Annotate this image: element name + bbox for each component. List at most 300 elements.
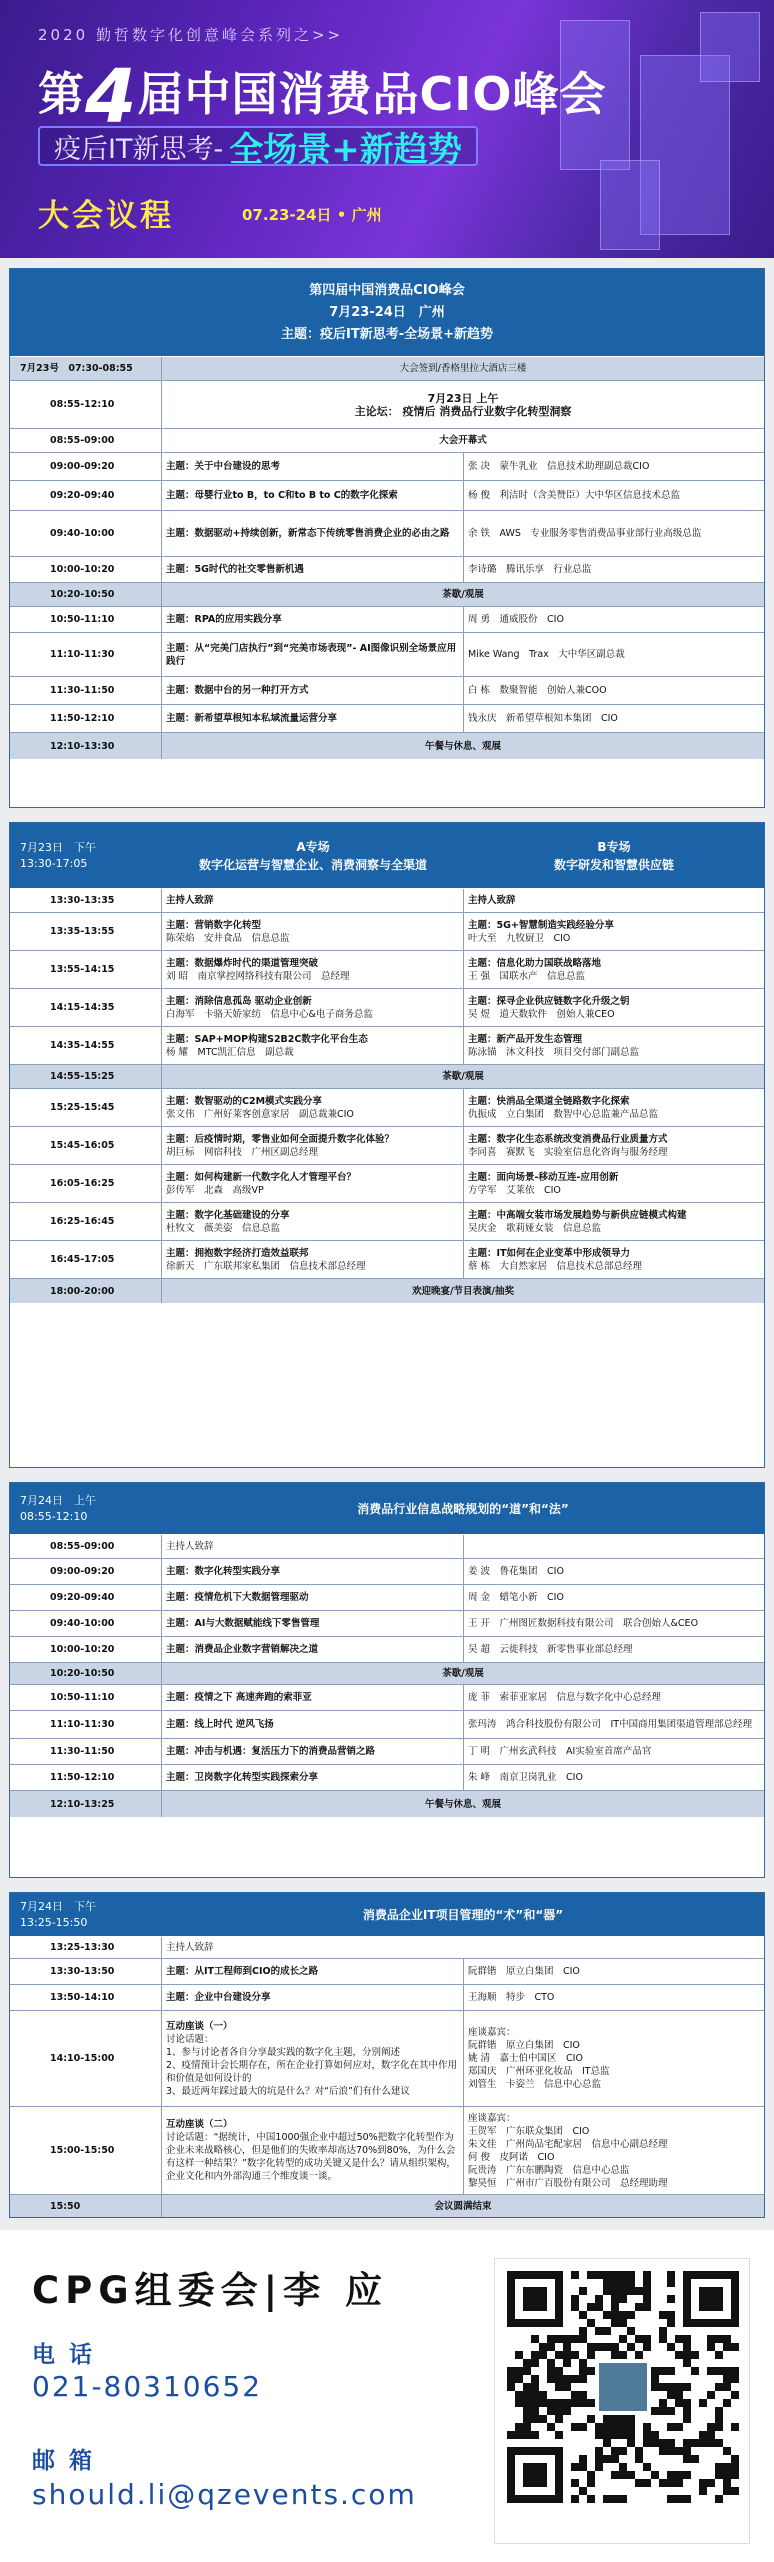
qr-module: [547, 2335, 555, 2343]
qr-module: [595, 2327, 603, 2335]
agenda-row: [10, 1791, 764, 1817]
qr-module: [547, 2367, 555, 2375]
guest-line: 姚 清 嘉士伯中国区 CIO: [468, 2053, 583, 2064]
agenda-row: [10, 1765, 764, 1791]
qr-module: [619, 2447, 627, 2455]
qr-module: [579, 2375, 587, 2383]
track-b-speaker: 方学军 艾莱依 CIO: [468, 1184, 561, 1196]
phone-label: 电 话: [32, 2342, 96, 2368]
qr-module: [611, 2295, 619, 2303]
qr-module: [707, 2439, 715, 2447]
row-content: 午餐与休息、观展: [424, 740, 501, 752]
qr-module: [699, 2487, 707, 2495]
qr-module: [587, 2319, 595, 2327]
qr-module: [603, 2415, 611, 2423]
agenda-row: [10, 357, 764, 381]
row-time: 10:00-10:20: [10, 1637, 162, 1662]
agenda-row: [10, 2011, 764, 2107]
qr-module: [611, 2471, 619, 2479]
qr-module: [579, 2455, 587, 2463]
row-topic: 主题：企业中台建设分享: [162, 1985, 464, 2010]
agenda-row: [10, 913, 764, 951]
qr-module: [651, 2407, 659, 2415]
qr-module: [723, 2447, 731, 2455]
qr-module: [635, 2351, 643, 2359]
qr-module: [715, 2335, 723, 2343]
qr-module: [515, 2351, 523, 2359]
qr-module: [579, 2367, 587, 2375]
qr-module: [531, 2431, 539, 2439]
track-b-speaker: 吴庆金 歌莉娅女装 信息总监: [468, 1222, 602, 1234]
qr-module: [731, 2423, 739, 2431]
qr-module: [595, 2343, 603, 2351]
qr-module: [643, 2279, 651, 2287]
qr-module: [707, 2343, 715, 2351]
qr-module: [675, 2391, 683, 2399]
row-topic: 主题：数字化转型实践分享: [162, 1559, 464, 1584]
agenda-row: [10, 1739, 764, 1765]
qr-module: [531, 2375, 539, 2383]
qr-module: [515, 2391, 523, 2399]
agenda-row: [10, 429, 764, 453]
qr-module: [555, 2375, 563, 2383]
row-speaker: 王海顺 特步 CTO: [468, 1992, 555, 2003]
guest-line: 阮贵涛 广东东鹏陶瓷 信息中心总监: [468, 2164, 630, 2176]
row-topic: 主题：新希望草根知本私域流量运营分享: [162, 705, 464, 732]
row-content: 午餐与休息、观展: [424, 1798, 501, 1810]
row-speaker: 周 金 蜡笔小新 CIO: [468, 1592, 564, 1603]
agenda-row: [10, 677, 764, 705]
agenda-row: [10, 1959, 764, 1985]
qr-module: [595, 2295, 603, 2303]
row-speaker: 李诗璐 腾讯乐享 行业总监: [468, 564, 592, 575]
qr-module: [643, 2287, 651, 2295]
qr-module: [571, 2295, 579, 2303]
qr-module: [563, 2335, 571, 2343]
qr-module: [667, 2311, 675, 2319]
qr-module: [611, 2271, 619, 2279]
agenda-row: [10, 1279, 764, 1303]
track-b-cell: [464, 1203, 764, 1240]
track-a-cell: [162, 1089, 464, 1126]
qr-module: [627, 2271, 635, 2279]
qr-module: [651, 2439, 659, 2447]
qr-module: [611, 2455, 619, 2463]
row-topic: 主题：母婴行业to B，to C和to B to C的数字化探索: [162, 481, 464, 510]
qr-module: [555, 2399, 563, 2407]
row-speaker: 钱永庆 新希望草根知本集团 CIO: [468, 713, 618, 724]
row-speaker: 王 开 广州图匠数据科技有限公司 联合创始人&CEO: [468, 1618, 699, 1629]
track-b-topic: 主题：中高端女装市场发展趋势与新供应链模式构建: [468, 1209, 687, 1221]
track-a-speaker: 陈荣焰 安井食品 信息总监: [166, 932, 290, 944]
qr-module: [587, 2271, 595, 2279]
qr-module: [603, 2311, 611, 2319]
topic-line: 2、疫情预计会长期存在，所在企业打算如何应对，数字化在其中作用和价值是如何设计的: [166, 2059, 458, 2084]
qr-module: [619, 2431, 627, 2439]
topic-line: 讨论话题：: [166, 2033, 214, 2045]
qr-module: [715, 2351, 723, 2359]
row-time: 13:25-13:30: [10, 1937, 162, 1958]
track-a-speaker: 张文伟 广州好莱客创意家居 副总裁兼CIO: [166, 1108, 354, 1120]
row-topic: 主题：数据驱动+持续创新，新常态下传统零售消费企业的必由之路: [162, 511, 464, 556]
qr-module: [643, 2431, 651, 2439]
row-time: 08:55-09:00: [10, 429, 162, 452]
track-a-speaker: 胡巨标 网宿科技 广州区副总经理: [166, 1146, 319, 1158]
qr-module: [587, 2471, 595, 2479]
qr-module: [611, 2319, 619, 2327]
row-time: 13:30-13:35: [10, 889, 162, 912]
qr-module: [555, 2351, 563, 2359]
track-a-speaker: 徐新天 广东联邦家私集团 信息技术部总经理: [166, 1260, 366, 1272]
track-a-speaker: 刘 昭 南京掌控网络科技有限公司 总经理: [166, 970, 350, 982]
track-a-cell: [162, 1241, 464, 1278]
qr-module: [667, 2447, 675, 2455]
track-b-speaker: 李同喜 赛默飞 实验室信息化咨询与服务经理: [468, 1146, 668, 1158]
qr-module: [619, 2423, 627, 2431]
row-time: 11:30-11:50: [10, 1739, 162, 1764]
session-date: 7月24日 上午: [20, 1493, 96, 1507]
qr-module: [563, 2407, 571, 2415]
qr-module: [667, 2279, 675, 2287]
qr-module: [635, 2447, 643, 2455]
session-header: [10, 1483, 764, 1535]
agenda-row: [10, 1637, 764, 1663]
guest-line: 郑国庆 广州环亚化妆品 IT总监: [468, 2066, 610, 2077]
row-time: 18:00-20:00: [10, 1279, 162, 1303]
qr-module: [723, 2375, 731, 2383]
qr-module: [635, 2479, 643, 2487]
qr-module: [643, 2463, 651, 2471]
row-content: 大会开幕式: [439, 435, 487, 446]
qr-module: [643, 2423, 651, 2431]
qr-module: [547, 2343, 555, 2351]
row-speaker: 阮群锴 原立白集团 CIO: [468, 1966, 580, 1977]
theme-box: [38, 126, 478, 170]
qr-module: [643, 2295, 651, 2303]
row-topic: 主题：5G时代的社交零售新机遇: [162, 557, 464, 582]
event-date: 07.23-24日 • 广州: [242, 206, 382, 224]
qr-module: [675, 2399, 683, 2407]
qr-module: [667, 2471, 675, 2479]
qr-module: [571, 2335, 579, 2343]
qr-module: [619, 2279, 627, 2287]
agenda-row: [10, 1937, 764, 1959]
qr-module: [731, 2375, 739, 2383]
track-b-topic: 主题：探寻企业供应链数字化升级之钥: [468, 995, 630, 1007]
qr-module: [723, 2335, 731, 2343]
qr-module: [619, 2495, 627, 2503]
qr-module: [587, 2495, 595, 2503]
agenda-row: [10, 1165, 764, 1203]
track-a-topic: 主题：拥抱数字经济打造效益联邦: [166, 1247, 309, 1259]
agenda-row: [10, 2107, 764, 2195]
row-time: 14:10-15:00: [10, 2011, 162, 2106]
qr-module: [651, 2383, 659, 2391]
qr-module: [603, 2327, 611, 2335]
agenda-row: [10, 1685, 764, 1711]
session-date: 7月24日 下午: [20, 1899, 96, 1913]
session-time: 08:55-12:10: [20, 1509, 88, 1523]
row-time: 10:00-10:20: [10, 557, 162, 582]
qr-module: [667, 2295, 675, 2303]
session-time: 13:25-15:50: [20, 1915, 88, 1929]
row-time: 10:50-11:10: [10, 607, 162, 632]
qr-module: [563, 2399, 571, 2407]
qr-module: [523, 2391, 531, 2399]
qr-module: [675, 2383, 683, 2391]
qr-module: [723, 2343, 731, 2351]
agenda-row: [10, 1663, 764, 1685]
qr-module: [667, 2271, 675, 2279]
qr-module: [707, 2479, 715, 2487]
track-a-topic: 主题：数据爆炸时代的渠道管理突破: [166, 957, 319, 969]
qr-module: [603, 2495, 611, 2503]
qr-module: [627, 2279, 635, 2287]
agenda-row: [10, 481, 764, 511]
qr-module: [611, 2351, 619, 2359]
qr-module: [579, 2487, 587, 2495]
qr-module: [691, 2439, 699, 2447]
panel-title: 互动座谈（二）: [166, 2119, 233, 2130]
row-time: 15:45-16:05: [10, 1127, 162, 1164]
qr-module: [531, 2335, 539, 2343]
qr-module: [659, 2479, 667, 2487]
row-time: 09:00-09:20: [10, 1559, 162, 1584]
qr-module: [715, 2383, 723, 2391]
qr-module: [627, 2431, 635, 2439]
track-a-cell: [162, 951, 464, 988]
qr-module: [635, 2303, 643, 2311]
qr-module: [683, 2335, 691, 2343]
session-title: 消费品行业信息战略规划的“道”和“法”: [357, 1501, 569, 1516]
guest-line: 阮群锴 原立白集团 CIO: [468, 2040, 580, 2051]
qr-module: [523, 2383, 531, 2391]
qr-module: [579, 2423, 587, 2431]
qr-module: [635, 2287, 643, 2295]
qr-module: [683, 2415, 691, 2423]
track-b-speaker: 陈泳锚 沐文科技 项目交付部门副总监: [468, 1046, 640, 1058]
qr-module: [651, 2375, 659, 2383]
row-topic: 主题：线上时代 逆风飞扬: [162, 1711, 464, 1738]
qr-module: [523, 2407, 531, 2415]
row-time: 10:50-11:10: [10, 1685, 162, 1710]
panel-title: 互动座谈（一）: [166, 2020, 233, 2032]
row-time: 09:40-10:00: [10, 511, 162, 556]
qr-module: [579, 2391, 587, 2399]
qr-module: [619, 2271, 627, 2279]
qr-module: [667, 2495, 675, 2503]
qr-code-icon: [495, 2259, 751, 2545]
track-b-cell: [464, 1027, 764, 1064]
qr-module: [579, 2359, 587, 2367]
qr-module: [587, 2367, 595, 2375]
qr-module: [667, 2367, 675, 2375]
agenda-row: [10, 1089, 764, 1127]
row-speaker: 吴 超 云徙科技 新零售事业部总经理: [468, 1644, 633, 1655]
qr-module: [659, 2383, 667, 2391]
qr-module: [523, 2431, 531, 2439]
qr-module: [587, 2399, 595, 2407]
qr-module: [659, 2335, 667, 2343]
qr-module: [691, 2351, 699, 2359]
qr-module: [523, 2399, 531, 2407]
qr-module: [691, 2367, 699, 2375]
track-b-topic: 主题：信息化助力国联战略落地: [468, 957, 602, 969]
qr-module: [667, 2407, 675, 2415]
agenda-row: [10, 1985, 764, 2011]
row-topic: 主题：数据中台的另一种打开方式: [162, 677, 464, 704]
track-a-topic: 主持人致辞: [166, 895, 214, 906]
row-topic: 主题：疫情之下 高速奔跑的索菲亚: [162, 1685, 464, 1710]
qr-module: [603, 2287, 611, 2295]
qr-module: [507, 2367, 515, 2375]
qr-module: [539, 2351, 547, 2359]
qr-module: [659, 2407, 667, 2415]
guest-line: 朱文佳 广州尚品宅配家居 信息中心副总经理: [468, 2138, 668, 2150]
qr-module: [651, 2471, 659, 2479]
qr-module: [555, 2431, 563, 2439]
row-content: 茶歇/观展: [442, 1071, 484, 1082]
track-b-topic: 主题：快消品全渠道全链路数字化探索: [468, 1095, 630, 1107]
qr-module: [523, 2463, 547, 2487]
phone-number[interactable]: 021-80310652: [32, 2370, 263, 2403]
track-b-cell: [464, 1165, 764, 1202]
qr-module: [675, 2351, 683, 2359]
row-speaker: 张 决 蒙牛乳业 信息技术助理副总裁CIO: [468, 461, 650, 472]
row-speaker: 张玛涛 鸿合科技股份有限公司 IT中国商用集团渠道管理部总经理: [468, 1719, 753, 1730]
qr-module: [611, 2495, 619, 2503]
track-a-cell: [162, 913, 464, 950]
qr-module: [683, 2439, 691, 2447]
qr-module: [547, 2407, 555, 2415]
qr-module: [547, 2423, 555, 2431]
agenda-day2-afternoon: [9, 1892, 765, 2218]
qr-module: [571, 2391, 579, 2399]
qr-module: [587, 2351, 595, 2359]
theme-part-b: 全场景+新趋势: [229, 129, 462, 170]
qr-module: [523, 2287, 547, 2311]
qr-module: [555, 2415, 563, 2423]
row-speaker: 丁 明 广州玄武科技 AI实验室首席产品官: [468, 1746, 652, 1757]
event-series: 2020 勤哲数字化创意峰会系列之>>: [38, 26, 344, 44]
qr-module: [531, 2399, 539, 2407]
track-b-speaker: 吴 煜 道天数软件 创始人兼CEO: [468, 1008, 615, 1020]
row-time: 7月23号 07:30-08:55: [10, 357, 162, 380]
qr-module: [619, 2311, 627, 2319]
qr-module: [611, 2311, 619, 2319]
topic-line: 3、最近两年踩过最大的坑是什么？对“后浪”们有什么建议: [166, 2085, 410, 2097]
row-time: 13:35-13:55: [10, 913, 162, 950]
qr-module: [627, 2287, 635, 2295]
track-a-cell: [162, 1127, 464, 1164]
qr-module: [707, 2423, 715, 2431]
qr-module: [731, 2487, 739, 2495]
email-address[interactable]: should.li@qzevents.com: [32, 2478, 417, 2511]
qr-module: [683, 2407, 691, 2415]
session-header: [10, 1893, 764, 1937]
qr-module: [707, 2431, 715, 2439]
track-b-topic: 主题：5G+智慧制造实践经验分享: [468, 919, 614, 931]
qr-module: [619, 2415, 627, 2423]
qr-module: [627, 2343, 635, 2351]
track-b-topic: 主题：新产品开发生态管理: [468, 1033, 583, 1045]
qr-module: [595, 2303, 603, 2311]
track-b-topic: 主题：数字化生态系统改变消费品行业质量方式: [468, 1133, 668, 1145]
qr-module: [563, 2359, 571, 2367]
track-a-cell: [162, 989, 464, 1026]
row-speaker: 周 勇 通威股份 CIO: [468, 614, 564, 625]
track-b-cell: [464, 913, 764, 950]
qr-module: [507, 2383, 515, 2391]
qr-module: [579, 2335, 587, 2343]
qr-module: [659, 2311, 667, 2319]
track-b-subtitle: 数字研发和智慧供应链: [553, 857, 674, 872]
qr-module: [579, 2399, 587, 2407]
qr-module: [571, 2423, 579, 2431]
qr-module: [547, 2359, 555, 2367]
track-b-cell: [464, 1089, 764, 1126]
row-speaker: 余 铁 AWS 专业服务零售消费品事业部行业高级总监: [468, 528, 702, 539]
guest-line: 王贺军 广东联众集团 CIO: [468, 2125, 590, 2137]
qr-module: [555, 2367, 563, 2375]
qr-module: [699, 2287, 723, 2311]
qr-module: [715, 2407, 723, 2415]
qr-module: [587, 2303, 595, 2311]
qr-module: [563, 2351, 571, 2359]
qr-module: [699, 2479, 707, 2487]
qr-module: [515, 2367, 523, 2375]
building-graphic: [700, 12, 760, 82]
qr-module: [659, 2367, 667, 2375]
qr-module: [627, 2327, 635, 2335]
qr-module: [531, 2391, 539, 2399]
qr-module: [699, 2399, 707, 2407]
title-prefix: 第: [38, 67, 85, 121]
qr-module: [531, 2383, 539, 2391]
qr-module: [723, 2383, 731, 2391]
row-speaker: Mike Wang Trax 大中华区副总裁: [468, 649, 625, 660]
row-topic: 主题：冲击与机遇：复活压力下的消费品营销之路: [162, 1739, 464, 1764]
track-b-topic: 主题：面向场景-移动互连-应用创新: [468, 1171, 619, 1183]
track-a-cell: [162, 1027, 464, 1064]
track-a-subtitle: 数字化运营与智慧企业、消费洞察与全渠道: [198, 857, 427, 872]
qr-module: [627, 2415, 635, 2423]
row-topic: 主题：消费品企业数字营销解决之道: [162, 1637, 464, 1662]
track-b-speaker: 蔡 栋 大自然家居 信息技术总部总经理: [468, 1260, 643, 1272]
agenda-row: [10, 1241, 764, 1279]
qr-module: [507, 2431, 515, 2439]
session-time: 13:30-17:05: [20, 856, 88, 870]
qr-module: [611, 2303, 619, 2311]
row-time: 09:20-09:40: [10, 481, 162, 510]
qr-module: [723, 2367, 731, 2375]
qr-module: [659, 2399, 667, 2407]
agenda-row: [10, 583, 764, 607]
email-label: 邮 箱: [32, 2448, 96, 2474]
qr-module: [531, 2415, 539, 2423]
qr-module: [627, 2311, 635, 2319]
qr-module: [595, 2271, 603, 2279]
row-speaker: 姜 波 鲁花集团 CIO: [468, 1566, 564, 1577]
guest-line: 刘管生 卡姿兰 信息中心总监: [468, 2079, 602, 2090]
row-content: 会议圆满结束: [434, 2200, 492, 2212]
qr-module: [667, 2319, 675, 2327]
qr-module: [683, 2495, 691, 2503]
track-b-speaker: 仇振成 立白集团 数智中心总监兼产品总监: [468, 1108, 659, 1120]
agenda-row: [10, 2195, 764, 2217]
panel-topics: [162, 2011, 464, 2106]
qr-module: [699, 2439, 707, 2447]
